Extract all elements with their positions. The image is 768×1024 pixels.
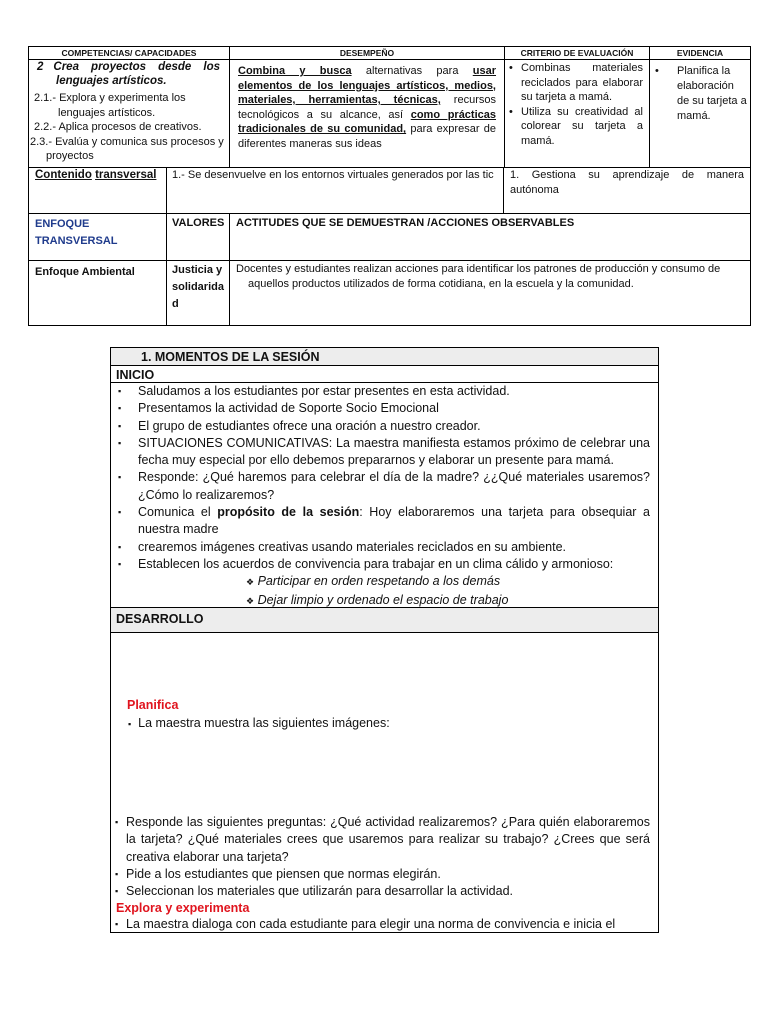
square-bullet-icon: ▪ xyxy=(118,437,122,448)
inicio-item: ▪ crearemos imágenes creativas usando materiales reciclados en su ambiente. xyxy=(114,539,650,556)
actitudes-label: ACTITUDES QUE SE DEMUESTRAN /ACCIONES OBSERVABLES xyxy=(236,217,575,229)
gestiona-text: 1. Gestiona su aprendizaje de manera autónoma xyxy=(510,169,744,196)
inicio-item: ▪ El grupo de estudiantes ofrece una oración a nuestro creador. xyxy=(114,418,650,435)
enfoque-ambiental-label: Enfoque Ambiental xyxy=(35,266,135,278)
explora-label: Explora y experimenta xyxy=(116,901,250,915)
header-evidencia-cell xyxy=(649,46,751,60)
planifica-label: Planifica xyxy=(127,698,179,712)
capacidad-2-1: 2.1.- Explora y experimenta los lenguajes artísticos. xyxy=(34,92,186,119)
square-bullet-icon: ▪ xyxy=(118,386,122,396)
square-bullet-icon: ▪ xyxy=(115,868,119,879)
capacidades-list xyxy=(30,91,228,164)
competencia-title xyxy=(37,60,220,88)
square-bullet-icon: ▪ xyxy=(118,472,122,483)
proposito-bold: propósito de la sesión xyxy=(217,505,360,520)
contenido-label-word1: Contenido xyxy=(35,169,92,181)
square-bullet-icon: ▪ xyxy=(115,919,119,929)
evidencia-item: • Planifica la elaboración de su tarjeta a mamá. xyxy=(655,65,747,122)
header-criterio-cell xyxy=(504,46,650,60)
desempeno-part2: alternativas para xyxy=(351,65,473,77)
desempeno-verb: Combina y busca xyxy=(238,65,352,77)
pregunta-item: ▪ Responde las siguientes preguntas: ¿Qué actividad realizaremos? ¿Para quién elaboraremos la tarjeta? ¿Qué materiales crees que usaremos para realizar su trabajo? ¿Crees que será creativa elaborar una tarjeta? xyxy=(115,815,650,864)
competencia-title-line2: lenguajes artísticos. xyxy=(56,75,167,87)
square-bullet-icon: ▪ xyxy=(115,886,119,897)
square-bullet-icon: ▪ xyxy=(115,817,119,827)
capacidad-2-3: 2.3.- Evalúa y comunica sus procesos y proyectos xyxy=(30,135,224,162)
square-bullet-icon: ▪ xyxy=(118,541,122,552)
header-criterio: CRITERIO DE EVALUACIÓN xyxy=(520,48,634,58)
pregunta-item: ▪ Pide a los estudiantes que piensen que normas elegirán. xyxy=(114,866,650,883)
desempeno-part6: para expresar de diferentes maneras sus ideas xyxy=(238,123,496,150)
evidencia-text: Planifica la elaboración de su tarjeta a mamá. xyxy=(677,65,747,122)
criterio-list xyxy=(509,61,643,149)
inicio-label-cell xyxy=(110,365,659,383)
competencia-title-line1: Crea proyectos desde los xyxy=(53,61,220,73)
desarrollo-label-cell xyxy=(110,607,659,633)
contenido-label-word2: transversal xyxy=(95,169,157,181)
desempeno-elements: usar elementos de los lenguajes artísticos, medios, materiales, herramientas, técnicas, xyxy=(238,65,497,107)
square-bullet-icon: ▪ xyxy=(118,507,122,518)
competencia-number: 2 xyxy=(37,61,44,73)
square-bullet-icon: ▪ xyxy=(128,719,132,729)
criterio-item: • Utiliza su creatividad al colorear su tarjeta a mamá. xyxy=(509,105,643,149)
inicio-item: ▪ Presentamos la actividad de Soporte Socio Emocional xyxy=(114,400,650,417)
criterio-item: • Combinas materiales reciclados para elaborar su tarjeta a mamá. xyxy=(509,61,643,105)
session-title: 1. MOMENTOS DE LA SESIÓN xyxy=(141,350,320,364)
capacidad-2-2: 2.2.- Aplica procesos de creativos. xyxy=(34,121,202,133)
contenido-label xyxy=(35,168,156,183)
inicio-item: ▪ Establecen los acuerdos de convivencia para trabajar en un clima cálido y armonioso: xyxy=(114,556,650,573)
square-bullet-icon: ▪ xyxy=(118,420,122,431)
diamond-bullet-icon: ❖ xyxy=(246,577,255,588)
proposito-item: ▪ Comunica el propósito de la sesión: Hoy elaboraremos una tarjeta para obsequiar a nuestra madre xyxy=(118,505,650,537)
inicio-item: ▪ SITUACIONES COMUNICATIVAS: La maestra manifiesta estamos próximo de celebrar una fecha muy especial por ello debemos prepararnos y elaborar un presente para mamá. xyxy=(118,435,650,468)
pregunta-item: ▪ Seleccionan los materiales que utilizarán para desarrollar la actividad. xyxy=(114,883,650,900)
diamond-bullet-icon: ❖ xyxy=(246,595,255,606)
header-evidencia: EVIDENCIA xyxy=(676,48,724,58)
square-bullet-icon: ▪ xyxy=(118,558,122,569)
acuerdo-item: ❖ Participar en orden respetando a los demás xyxy=(246,574,501,589)
inicio-item: ▪ Responde: ¿Qué haremos para celebrar el día de la madre? ¿¿Qué materiales usaremos? ¿Cómo lo realizaremos? xyxy=(118,470,650,502)
inicio-list xyxy=(114,383,650,610)
desempeno-part4: recursos tecnológicos a su alcance, así xyxy=(238,94,496,121)
desempeno-practicas: como prácticas tradicionales de su comunidad, xyxy=(238,108,497,136)
inicio-item: ▪ Saludamos a los estudiantes por estar presentes en esta actividad. xyxy=(114,383,650,400)
ambiental-text: Docentes y estudiantes realizan acciones para identificar los patrones de producción y consumo de aquellos productos utilizados de forma cotidiana, en la escuela y la comunidad. xyxy=(236,263,721,290)
inicio-label: INICIO xyxy=(116,368,155,382)
planifica-item: ▪ La maestra muestra las siguientes imágenes: xyxy=(128,716,390,730)
header-competencias-cell xyxy=(28,46,230,60)
header-desempeno-cell xyxy=(229,46,505,60)
square-bullet-icon: ▪ xyxy=(118,403,122,414)
header-desempeno: DESEMPEÑO xyxy=(339,48,395,58)
desempeno-text xyxy=(238,64,496,152)
contenido-text: 1.- Se desenvuelve en los entornos virtuales generados por las tic xyxy=(172,169,494,181)
explora-item: ▪ La maestra dialoga con cada estudiante para elegir una norma de convivencia e inicia el xyxy=(115,917,616,931)
enfoque-transversal-label: ENFOQUE TRANSVERSAL xyxy=(35,218,118,247)
preguntas-list xyxy=(114,814,650,900)
session-title-cell xyxy=(110,347,659,366)
acuerdo-item: ❖ Dejar limpio y ordenado el espacio de trabajo xyxy=(246,592,509,607)
valores-label: VALORES xyxy=(172,217,225,229)
header-competencias: COMPETENCIAS/ CAPACIDADES xyxy=(61,48,197,58)
desarrollo-label: DESARROLLO xyxy=(116,612,204,626)
justicia-label: Justicia y solidaridad xyxy=(172,264,224,310)
